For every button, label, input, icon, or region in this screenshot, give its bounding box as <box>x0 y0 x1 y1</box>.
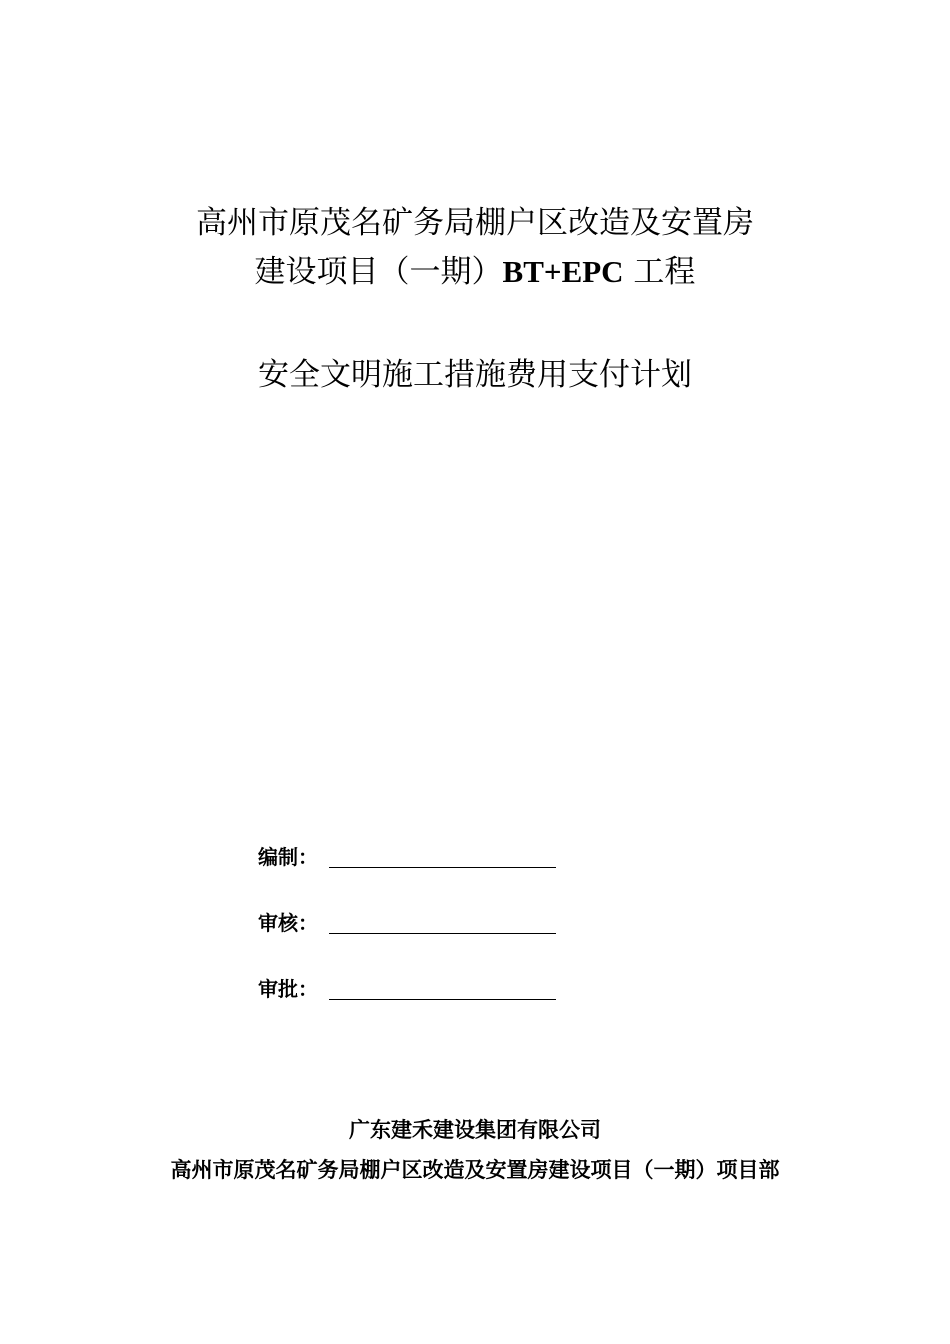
review-signature-line <box>329 933 556 934</box>
approve-signature-line <box>329 999 556 1000</box>
document-subtitle: 安全文明施工措施费用支付计划 <box>258 357 692 393</box>
document-title-line-1: 高州市原茂名矿务局棚户区改造及安置房 <box>196 205 754 241</box>
approve-label: 审批： <box>258 977 318 1001</box>
compile-label: 编制： <box>258 845 318 869</box>
signature-row-approve <box>258 973 558 1007</box>
compile-signature-line <box>329 867 556 868</box>
signature-row-compile <box>258 841 558 875</box>
title-line-2-suffix: 工程 <box>623 254 696 290</box>
title-line-2-contract-type: BT+EPC <box>502 254 624 289</box>
title-line-2-chinese: 建设项目（一期） <box>254 254 503 290</box>
review-label: 审核： <box>258 911 318 935</box>
company-name: 广东建禾建设集团有限公司 <box>349 1118 601 1142</box>
project-department-name: 高州市原茂名矿务局棚户区改造及安置房建设项目（一期）项目部 <box>170 1158 780 1182</box>
document-title-line-2 <box>0 252 950 292</box>
signature-row-review <box>258 907 558 941</box>
